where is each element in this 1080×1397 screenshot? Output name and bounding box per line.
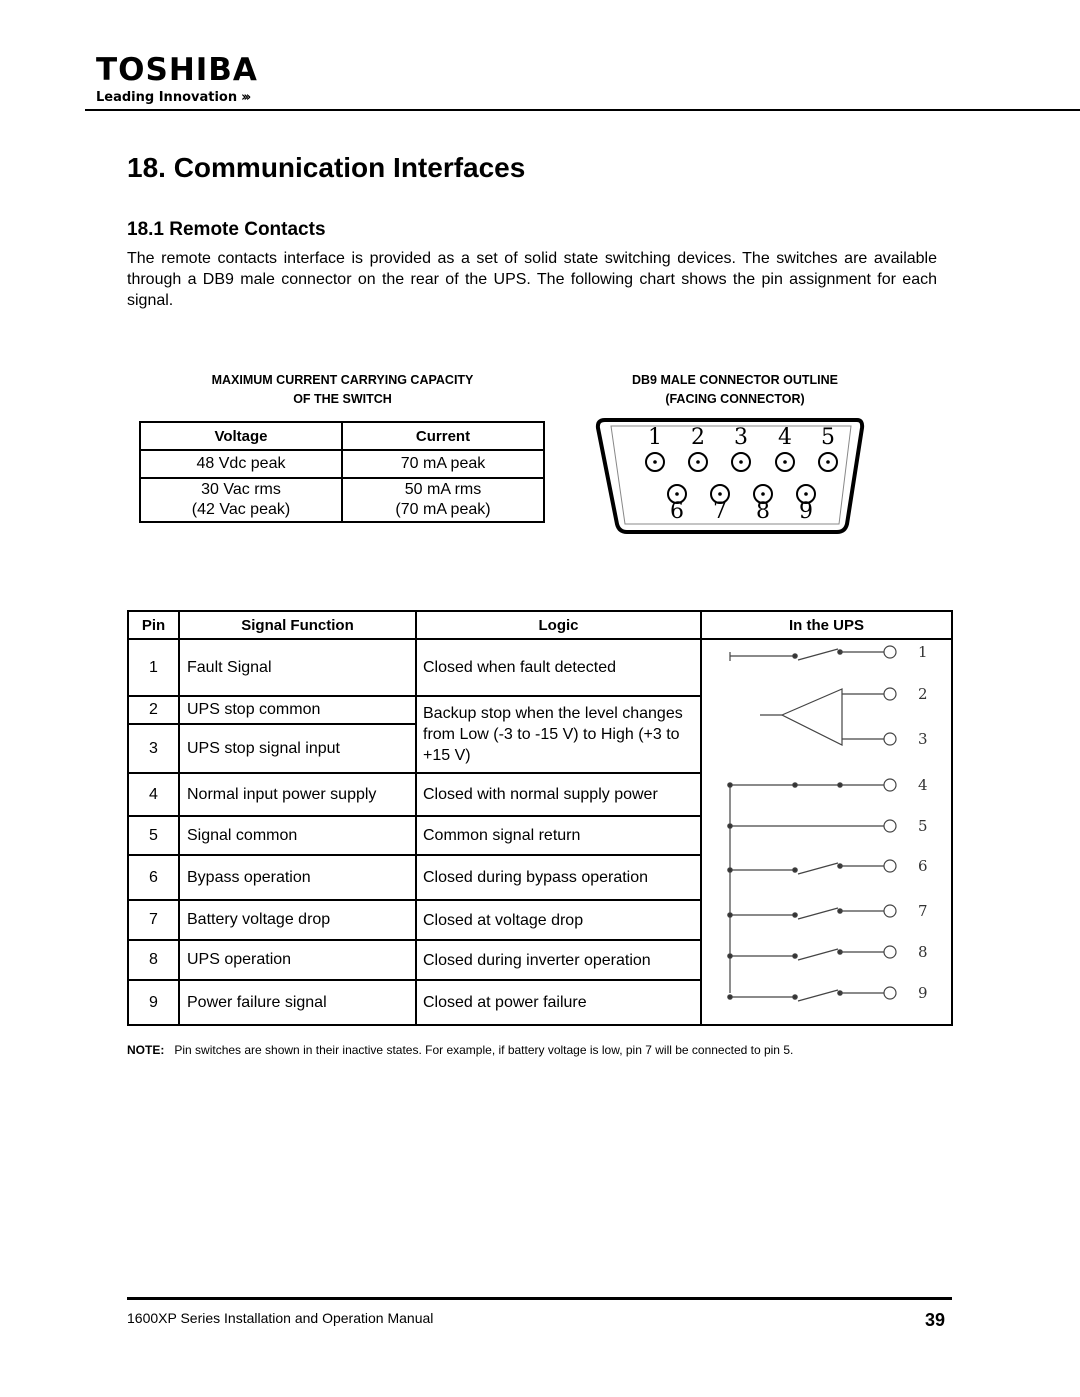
logic-cell: Closed with normal supply power (416, 773, 701, 816)
contact-dot (728, 783, 732, 787)
terminal-icon (884, 860, 896, 872)
terminal-label: 9 (918, 984, 928, 1002)
terminal-icon (884, 905, 896, 917)
voltage-line: 30 Vac rms (201, 481, 281, 498)
db9-pin-label: 2 (691, 425, 705, 450)
caption-line: (FACING CONNECTOR) (665, 392, 805, 406)
caption-line: DB9 MALE CONNECTOR OUTLINE (631, 373, 839, 387)
contact-dot (793, 954, 797, 958)
logic-cell: Closed at power failure (416, 980, 701, 1025)
signal-cell: UPS stop common (179, 696, 416, 724)
col-header-ups: In the UPS (701, 611, 952, 639)
logic-cell: Closed when fault detected (416, 639, 701, 696)
db9-pin-label: 1 (648, 425, 662, 450)
contact-dot (793, 868, 797, 872)
signal-cell: Bypass operation (179, 855, 416, 900)
terminal-label: 7 (918, 902, 928, 920)
current-capacity-table (139, 421, 545, 523)
table-row (140, 450, 544, 478)
current-cell (342, 478, 544, 522)
switch-blade (798, 908, 838, 919)
pin-cell: 1 (128, 639, 179, 696)
terminal-label: 4 (918, 776, 928, 794)
db9-pin-center (804, 492, 808, 496)
pin-cell: 3 (128, 724, 179, 773)
db9-pin-center (826, 460, 830, 464)
pin-cell: 9 (128, 980, 179, 1025)
pin-cell: 4 (128, 773, 179, 816)
logic-cell: Closed during bypass operation (416, 855, 701, 900)
caption-line: MAXIMUM CURRENT CARRYING CAPACITY (211, 373, 474, 387)
contact-dot (728, 824, 732, 828)
contact-dot (728, 913, 732, 917)
footer-manual-title: 1600XP Series Installation and Operation Manual (127, 1310, 434, 1326)
subsection-title: 18.1 Remote Contacts (127, 219, 326, 240)
page-title: 18. Communication Interfaces (127, 152, 526, 183)
switch-blade (798, 863, 838, 874)
db9-pin-center (718, 492, 722, 496)
contact-dot (793, 995, 797, 999)
terminal-icon (884, 820, 896, 832)
table-header-row (140, 422, 544, 450)
terminal-icon (884, 987, 896, 999)
logic-cell: Common signal return (416, 816, 701, 855)
current-table-caption (140, 371, 545, 409)
logic-cell: Backup stop when the level changes from Low (-3 to -15 V) to High (+3 to +15 V) (416, 696, 701, 773)
db9-pin-label: 4 (778, 425, 792, 450)
current-cell: 70 mA peak (342, 450, 544, 478)
pin-cell: 5 (128, 816, 179, 855)
signal-cell: Normal input power supply (179, 773, 416, 816)
db9-pin-center (761, 492, 765, 496)
logic-cell: Closed during inverter operation (416, 940, 701, 980)
page-number: 39 (925, 1310, 946, 1330)
db9-pin-label: 3 (734, 425, 748, 450)
terminal-icon (884, 646, 896, 658)
opto-triangle-icon (782, 689, 842, 745)
chevrons-icon: ››› (241, 90, 249, 105)
db9-connector-diagram (595, 412, 865, 537)
col-header-pin: Pin (128, 611, 179, 639)
contact-dot (838, 783, 842, 787)
signal-cell: Signal common (179, 816, 416, 855)
pin-cell: 8 (128, 940, 179, 980)
db9-pin-center (653, 460, 657, 464)
footer-divider (127, 1297, 952, 1300)
signal-cell: Fault Signal (179, 639, 416, 696)
brand-logo: TOSHIBA (96, 52, 258, 88)
caption-line: OF THE SWITCH (293, 392, 392, 406)
contact-dot (793, 654, 797, 658)
switch-blade (798, 990, 838, 1001)
tagline-text: Leading Innovation (96, 90, 238, 105)
table-header-row (128, 611, 952, 639)
terminal-label: 2 (918, 685, 928, 703)
pin-cell: 7 (128, 900, 179, 940)
note-label: NOTE: (127, 1043, 165, 1057)
signal-cell: UPS operation (179, 940, 416, 980)
col-header-current: Current (342, 422, 544, 450)
terminal-icon (884, 946, 896, 958)
col-header-voltage: Voltage (140, 422, 342, 450)
pin-cell: 2 (128, 696, 179, 724)
connector-inner-outline (611, 426, 851, 524)
connector-caption (585, 371, 885, 409)
signal-cell: Battery voltage drop (179, 900, 416, 940)
table-row (140, 478, 544, 522)
terminal-icon (884, 733, 896, 745)
db9-pin-center (696, 460, 700, 464)
note (127, 1043, 957, 1057)
voltage-cell (140, 478, 342, 522)
signal-cell: Power failure signal (179, 980, 416, 1025)
db9-pin-label: 8 (756, 499, 770, 524)
db9-pin-label: 5 (821, 425, 835, 450)
terminal-icon (884, 688, 896, 700)
signal-cell: UPS stop signal input (179, 724, 416, 773)
ups-wiring-schematic (700, 637, 950, 1021)
voltage-line: (42 Vac peak) (191, 501, 291, 518)
terminal-label: 5 (918, 817, 928, 835)
voltage-cell: 48 Vdc peak (140, 450, 342, 478)
db9-pin-center (783, 460, 787, 464)
contact-dot (728, 954, 732, 958)
db9-pin-label: 9 (799, 499, 813, 524)
contact-dot (793, 783, 797, 787)
pin-cell: 6 (128, 855, 179, 900)
intro-paragraph: The remote contacts interface is provided as a set of solid state switching devices. The switches are available through a DB9 male connector on the rear of the UPS. The following chart shows the pin assignment for each signal. (127, 250, 937, 309)
current-line: 50 mA rms (404, 481, 482, 498)
contact-dot (793, 913, 797, 917)
db9-pin-center (675, 492, 679, 496)
db9-pin-center (739, 460, 743, 464)
logic-cell: Closed at voltage drop (416, 900, 701, 940)
header-divider (85, 109, 1080, 111)
terminal-label: 3 (918, 730, 928, 748)
current-line: (70 mA peak) (395, 501, 491, 518)
contact-dot (728, 995, 732, 999)
col-header-signal: Signal Function (179, 611, 416, 639)
db9-pin-label: 6 (670, 499, 684, 524)
switch-blade (798, 649, 838, 660)
contact-dot (728, 868, 732, 872)
switch-blade (798, 949, 838, 960)
brand-tagline (96, 90, 248, 105)
terminal-label: 1 (918, 643, 928, 661)
db9-pin-label: 7 (713, 499, 727, 524)
terminal-label: 6 (918, 857, 928, 875)
note-text: Pin switches are shown in their inactive states. For example, if battery voltage is low, pin 7 will be connected to pin 5. (174, 1043, 794, 1057)
terminal-label: 8 (918, 943, 928, 961)
col-header-logic: Logic (416, 611, 701, 639)
terminal-icon (884, 779, 896, 791)
